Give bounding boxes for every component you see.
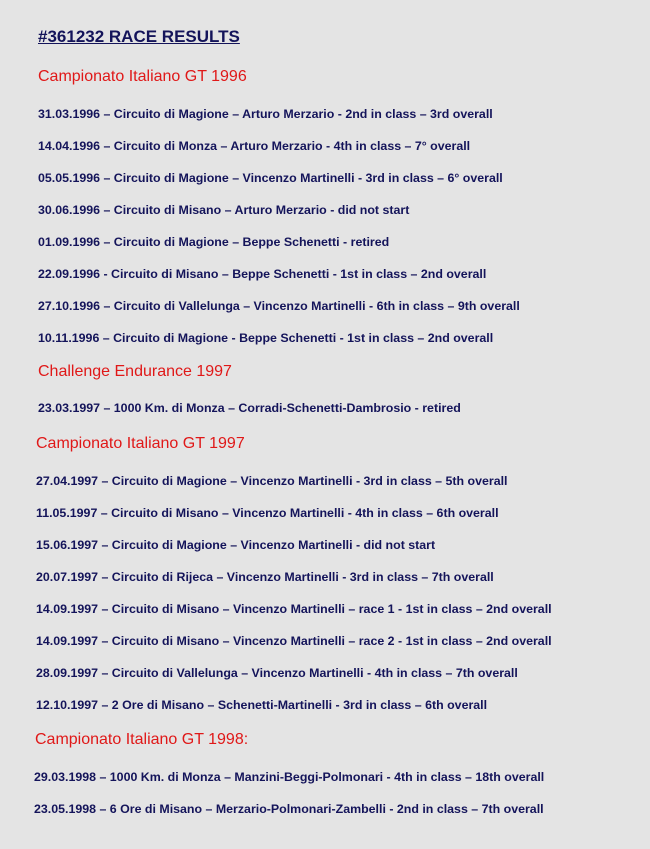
page-title: #361232 RACE RESULTS (38, 27, 240, 46)
result-row: 28.09.1997 – Circuito di Vallelunga – Vincenzo Martinelli - 4th in class – 7th overall (36, 666, 518, 680)
result-row: 22.09.1996 - Circuito di Misano – Beppe Schenetti - 1st in class – 2nd overall (38, 267, 487, 281)
result-row: 01.09.1996 – Circuito di Magione – Beppe Schenetti - retired (38, 235, 390, 249)
result-row: 31.03.1996 – Circuito di Magione – Arturo Merzario - 2nd in class – 3rd overall (38, 107, 493, 121)
section-heading-endurance-1997: Challenge Endurance 1997 (38, 363, 232, 380)
result-row: 14.09.1997 – Circuito di Misano – Vincenzo Martinelli – race 1 - 1st in class – 2nd overall (36, 602, 552, 616)
result-row: 20.07.1997 – Circuito di Rijeca – Vincenzo Martinelli - 3rd in class – 7th overall (36, 570, 494, 584)
result-row: 11.05.1997 – Circuito di Misano – Vincenzo Martinelli - 4th in class – 6th overall (36, 506, 499, 520)
result-row: 30.06.1996 – Circuito di Misano – Arturo Merzario - did not start (38, 203, 410, 217)
result-row: 14.09.1997 – Circuito di Misano – Vincenzo Martinelli – race 2 - 1st in class – 2nd overall (36, 634, 552, 648)
result-row: 27.10.1996 – Circuito di Vallelunga – Vincenzo Martinelli - 6th in class – 9th overall (38, 299, 520, 313)
result-row: 12.10.1997 – 2 Ore di Misano – Schenetti-Martinelli - 3rd in class – 6th overall (36, 698, 488, 712)
section-heading-gt-1996: Campionato Italiano GT 1996 (38, 68, 247, 85)
section-heading-gt-1998: Campionato Italiano GT 1998: (35, 731, 249, 748)
result-row: 29.03.1998 – 1000 Km. di Monza – Manzini-Beggi-Polmonari - 4th in class – 18th overall (34, 770, 545, 784)
section-heading-gt-1997: Campionato Italiano GT 1997 (36, 435, 245, 452)
result-row: 23.03.1997 – 1000 Km. di Monza – Corradi-Schenetti-Dambrosio - retired (38, 401, 461, 415)
result-row: 14.04.1996 – Circuito di Monza – Arturo Merzario - 4th in class – 7° overall (38, 139, 471, 153)
result-row: 05.05.1996 – Circuito di Magione – Vincenzo Martinelli - 3rd in class – 6° overall (38, 171, 503, 185)
result-row: 10.11.1996 – Circuito di Magione - Beppe Schenetti - 1st in class – 2nd overall (38, 331, 494, 345)
result-row: 27.04.1997 – Circuito di Magione – Vincenzo Martinelli - 3rd in class – 5th overall (36, 474, 508, 488)
result-row: 15.06.1997 – Circuito di Magione – Vincenzo Martinelli - did not start (36, 538, 436, 552)
result-row: 23.05.1998 – 6 Ore di Misano – Merzario-Polmonari-Zambelli - 2nd in class – 7th overall (34, 802, 544, 816)
